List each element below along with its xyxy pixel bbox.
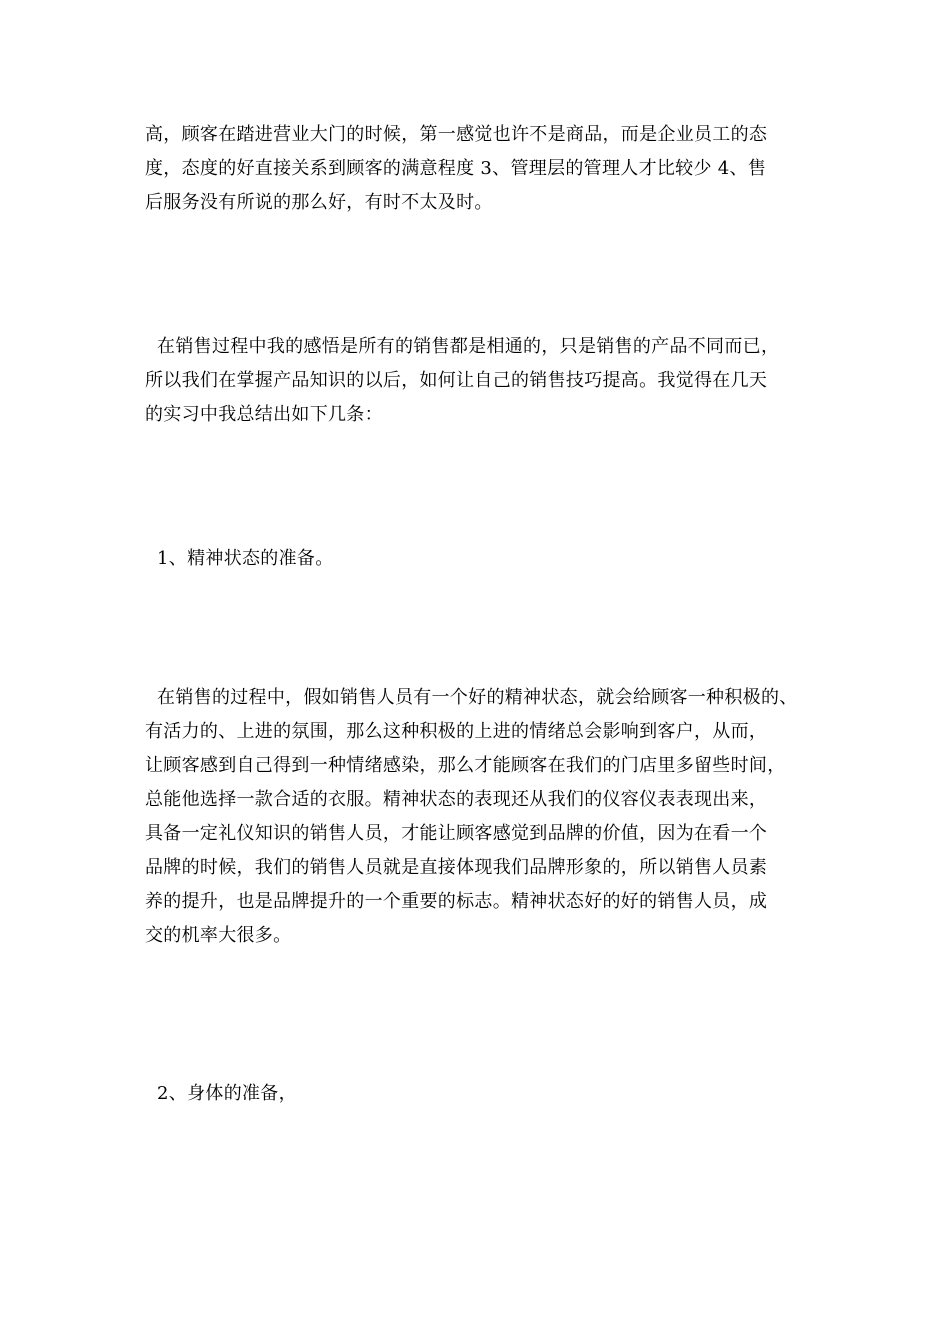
paragraph-mental-state [145, 681, 825, 953]
text-line: 交的机率大很多。 [145, 925, 292, 946]
text-line: 让顾客感到自己得到一种情绪感染，那么才能顾客在我们的门店里多留些时间， [145, 755, 786, 776]
text-line: 养的提升，也是品牌提升的一个重要的标志。精神状态好的好的销售人员，成 [145, 891, 768, 912]
text-line: 总能他选择一款合适的衣服。精神状态的表现还从我们的仪容仪表表现出来， [145, 789, 768, 810]
text-line: 度，态度的好直接关系到顾客的满意程度 3、管理层的管理人才比较少 4、售 [145, 158, 767, 179]
text-line: 的实习中我总结出如下几条： [145, 404, 383, 425]
text-line: 在销售的过程中，假如销售人员有一个好的精神状态，就会给顾客一种积极的、 [145, 687, 798, 708]
paragraph-attitude-and-service [145, 118, 825, 220]
text-line: 后服务没有所说的那么好，有时不太及时。 [145, 192, 493, 213]
heading-mental-preparation [145, 542, 825, 576]
text-line: 有活力的、上进的氛围，那么这种积极的上进的情绪总会影响到客户，从而， [145, 721, 768, 742]
section-heading: 1、精神状态的准备。 [145, 548, 334, 569]
text-line: 品牌的时候，我们的销售人员就是直接体现我们品牌形象的，所以销售人员素 [145, 857, 768, 878]
heading-physical-preparation [145, 1077, 825, 1111]
paragraph-sales-insight [145, 330, 825, 432]
text-line: 所以我们在掌握产品知识的以后，如何让自己的销售技巧提高。我觉得在几天 [145, 370, 768, 391]
text-line: 高，顾客在踏进营业大门的时候，第一感觉也许不是商品，而是企业员工的态 [145, 124, 768, 145]
text-line: 具备一定礼仪知识的销售人员，才能让顾客感觉到品牌的价值，因为在看一个 [145, 823, 768, 844]
section-heading: 2、身体的准备， [145, 1083, 297, 1104]
text-line: 在销售过程中我的感悟是所有的销售都是相通的，只是销售的产品不同而已， [145, 336, 780, 357]
